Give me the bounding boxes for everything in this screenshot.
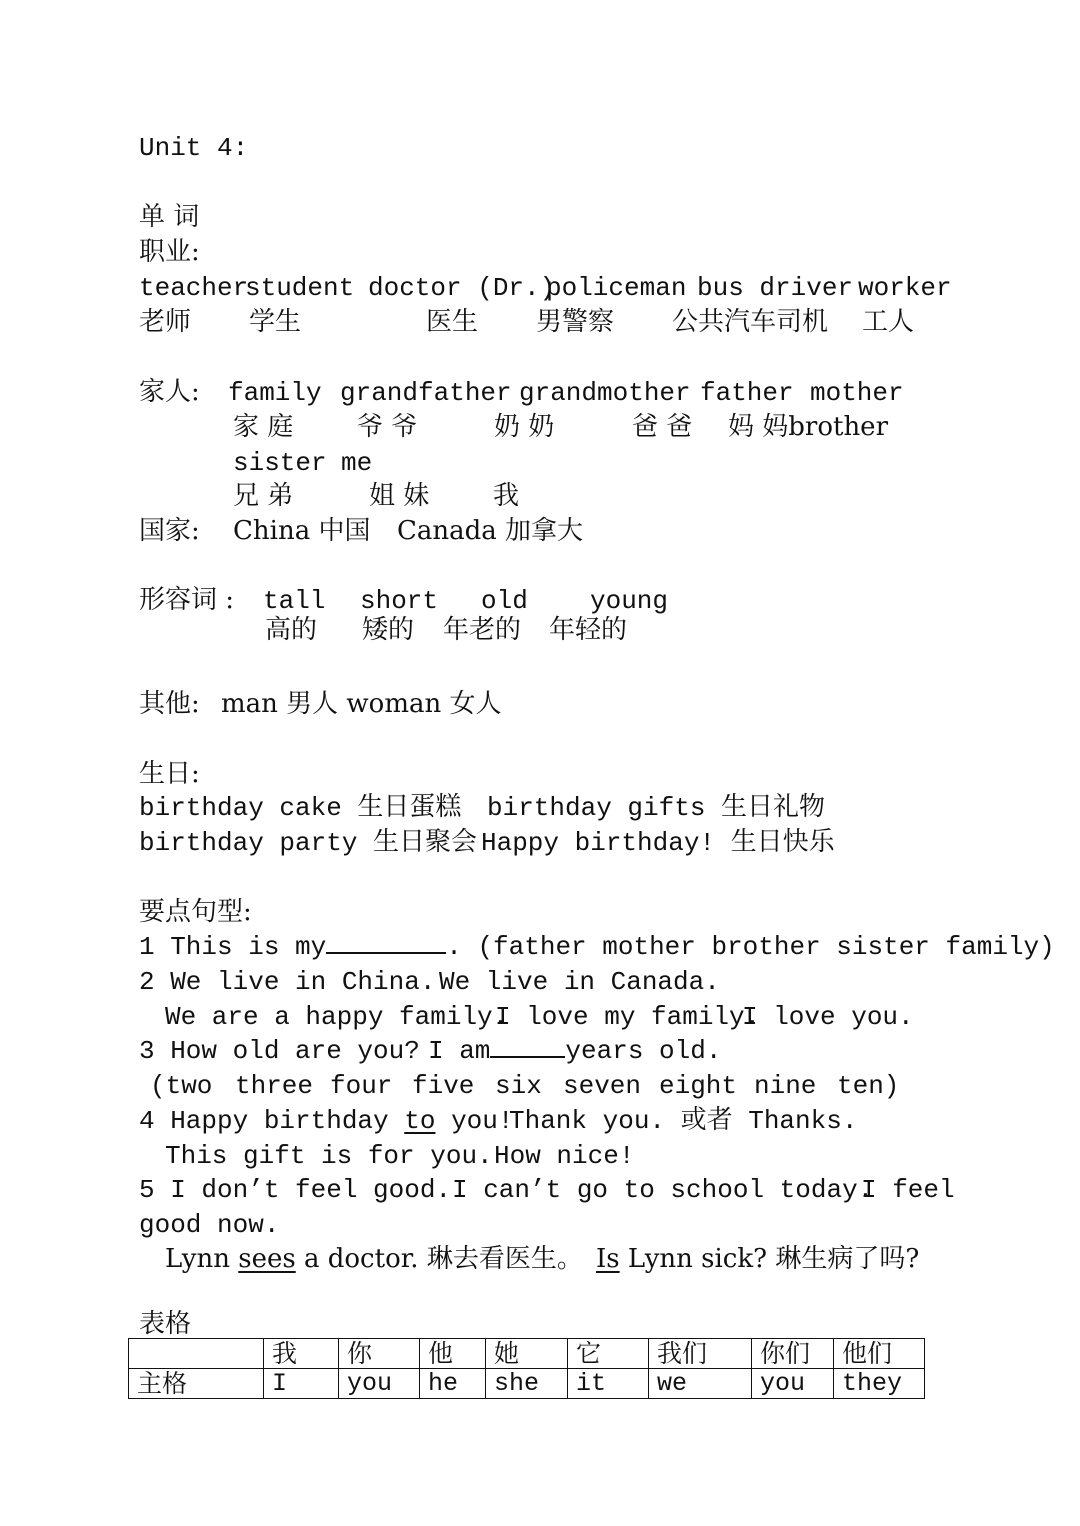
family-en-father: father: [700, 378, 794, 408]
header-cell: 我们: [649, 1339, 752, 1369]
birthday-label: 生日:: [139, 759, 200, 789]
sentence-3-question: 3 How old are you?: [139, 1036, 420, 1066]
job-en-worker: worker: [858, 273, 952, 303]
countries-label: 国家:: [139, 516, 200, 546]
sentence-5d: good now.: [139, 1210, 280, 1240]
adj-zh-tall: 高的: [265, 615, 318, 645]
number-eight: eight: [659, 1071, 738, 1101]
table-header-row: [129, 1339, 925, 1369]
sentence-5e: [165, 1246, 583, 1272]
adj-en-young: young: [590, 586, 669, 616]
adjectives-label: 形容词 :: [139, 585, 235, 615]
sentence-4a-post: you!: [435, 1106, 514, 1136]
family-zh-brother: 兄 弟: [233, 481, 294, 511]
number-two: (two: [150, 1071, 213, 1101]
family-zh-father: 爸 爸: [632, 412, 693, 442]
table-row: [129, 1369, 925, 1399]
sentence-5c: I feel: [861, 1175, 955, 1205]
header-cell: 你: [339, 1339, 420, 1369]
job-en-doctor: doctor (Dr.): [368, 273, 556, 303]
family-zh-grandfather: 爷 爷: [357, 412, 418, 442]
row-cell: 主格: [129, 1369, 264, 1399]
header-cell: 他们: [834, 1339, 925, 1369]
sentence-4a: [139, 1108, 513, 1134]
birthday-gifts: birthday gifts 生日礼物: [487, 793, 826, 823]
job-zh-policeman: 男警察: [536, 307, 615, 337]
family-label: 家人:: [139, 377, 200, 407]
header-cell: 我: [264, 1339, 339, 1369]
family-en-sister: sister: [233, 448, 327, 478]
number-six: six: [495, 1071, 542, 1101]
job-en-student: student: [245, 273, 355, 303]
sentence-3-answer: [428, 1038, 721, 1064]
row-cell: I: [264, 1369, 339, 1399]
family-zh-me: 我: [493, 481, 520, 511]
others-label: 其他:: [139, 689, 200, 719]
family-zh-sister: 姐 妹: [369, 481, 430, 511]
job-zh-teacher: 老师: [139, 307, 192, 337]
family-en-me: me: [341, 448, 373, 478]
happy-birthday: Happy birthday! 生日快乐: [481, 828, 835, 858]
adj-zh-short: 矮的: [362, 615, 415, 645]
birthday-party: birthday party 生日聚会: [139, 828, 478, 858]
unit-title: Unit 4:: [139, 133, 249, 163]
table-label: 表格: [139, 1309, 192, 1339]
row-cell: we: [649, 1369, 752, 1399]
header-cell: [129, 1339, 264, 1369]
sentence-1-blank: [326, 951, 446, 954]
sentence-5e-sees: sees: [238, 1244, 296, 1274]
family-zh-mother-brother: 妈 妈brother: [728, 412, 888, 442]
row-cell: he: [420, 1369, 486, 1399]
adj-zh-young: 年轻的: [549, 615, 628, 645]
sentence-3-blank: [490, 1055, 565, 1058]
adj-en-tall: tall: [263, 586, 326, 616]
job-en-bus-driver: bus driver: [697, 273, 854, 303]
number-five: five: [412, 1071, 475, 1101]
family-zh-grandmother: 奶 奶: [494, 412, 555, 442]
sentence-1-pre: 1 This is my: [139, 932, 327, 962]
header-cell: 她: [486, 1339, 568, 1369]
sentence-4a-pre: 4 Happy birthday: [139, 1106, 405, 1136]
family-en-family: family: [228, 378, 322, 408]
adj-en-short: short: [360, 586, 439, 616]
number-nine: nine: [754, 1071, 817, 1101]
others-text: man 男人 woman 女人: [221, 689, 502, 719]
sentence-5a: 5 I don’t feel good.: [139, 1175, 452, 1205]
birthday-cake: birthday cake 生日蛋糕: [139, 793, 462, 823]
adj-zh-old: 年老的: [443, 615, 522, 645]
family-en-grandmother: grandmother: [519, 378, 691, 408]
row-cell: you: [752, 1369, 834, 1399]
vocab-heading: 单 词: [139, 202, 200, 232]
sentence-2c: We are a happy family.: [165, 1002, 509, 1032]
sentence-4b: Thank you. 或者 Thanks.: [509, 1106, 858, 1136]
sentence-1-post: . (father mother brother sister family): [446, 932, 1055, 962]
sentence-5f-post: Lynn sick? 琳生病了吗?: [619, 1244, 920, 1274]
sentence-2a: 2 We live in China.: [139, 967, 436, 997]
sentence-2e: I love you.: [742, 1002, 914, 1032]
country-canada: Canada 加拿大: [397, 516, 584, 546]
sentence-3-mid: I am: [428, 1036, 491, 1066]
job-zh-worker: 工人: [862, 307, 915, 337]
country-china: China 中国: [233, 516, 371, 546]
adj-en-old: old: [481, 586, 528, 616]
family-en-mother: mother: [810, 378, 904, 408]
job-en-teacher: teacher: [139, 273, 249, 303]
number-three: three: [235, 1071, 314, 1101]
sentences-label: 要点句型:: [139, 897, 252, 927]
row-cell: she: [486, 1369, 568, 1399]
number-four: four: [330, 1071, 393, 1101]
row-cell: it: [568, 1369, 649, 1399]
job-zh-student: 学生: [249, 307, 302, 337]
sentence-5e-post: a doctor. 琳去看医生。: [295, 1244, 583, 1274]
sentence-4c: This gift is for you.: [165, 1141, 493, 1171]
sentence-4a-to: to: [404, 1106, 436, 1136]
sentence-5f: [596, 1246, 919, 1272]
sentence-5b: I can’t go to school today.: [452, 1175, 874, 1205]
header-cell: 你们: [752, 1339, 834, 1369]
row-cell: they: [834, 1369, 925, 1399]
number-seven: seven: [563, 1071, 642, 1101]
sentence-5e-pre: Lynn: [165, 1244, 239, 1274]
header-cell: 他: [420, 1339, 486, 1369]
row-cell: you: [339, 1369, 420, 1399]
job-zh-doctor: 医生: [426, 307, 479, 337]
job-en-policeman: policeman: [546, 273, 687, 303]
number-ten: ten): [837, 1071, 900, 1101]
family-zh-family: 家 庭: [233, 412, 294, 442]
jobs-label: 职业:: [139, 237, 200, 267]
pronoun-table: [128, 1338, 925, 1399]
sentence-4d: How nice!: [494, 1141, 635, 1171]
job-zh-bus-driver: 公共汽车司机: [672, 307, 829, 337]
sentence-1: [139, 934, 1055, 960]
sentence-3-post: years old.: [565, 1036, 722, 1066]
sentence-5f-is: Is: [596, 1244, 620, 1274]
header-cell: 它: [568, 1339, 649, 1369]
family-en-grandfather: grandfather: [340, 378, 512, 408]
sentence-2d: I love my family.: [495, 1002, 761, 1032]
sentence-2b: We live in Canada.: [439, 967, 720, 997]
